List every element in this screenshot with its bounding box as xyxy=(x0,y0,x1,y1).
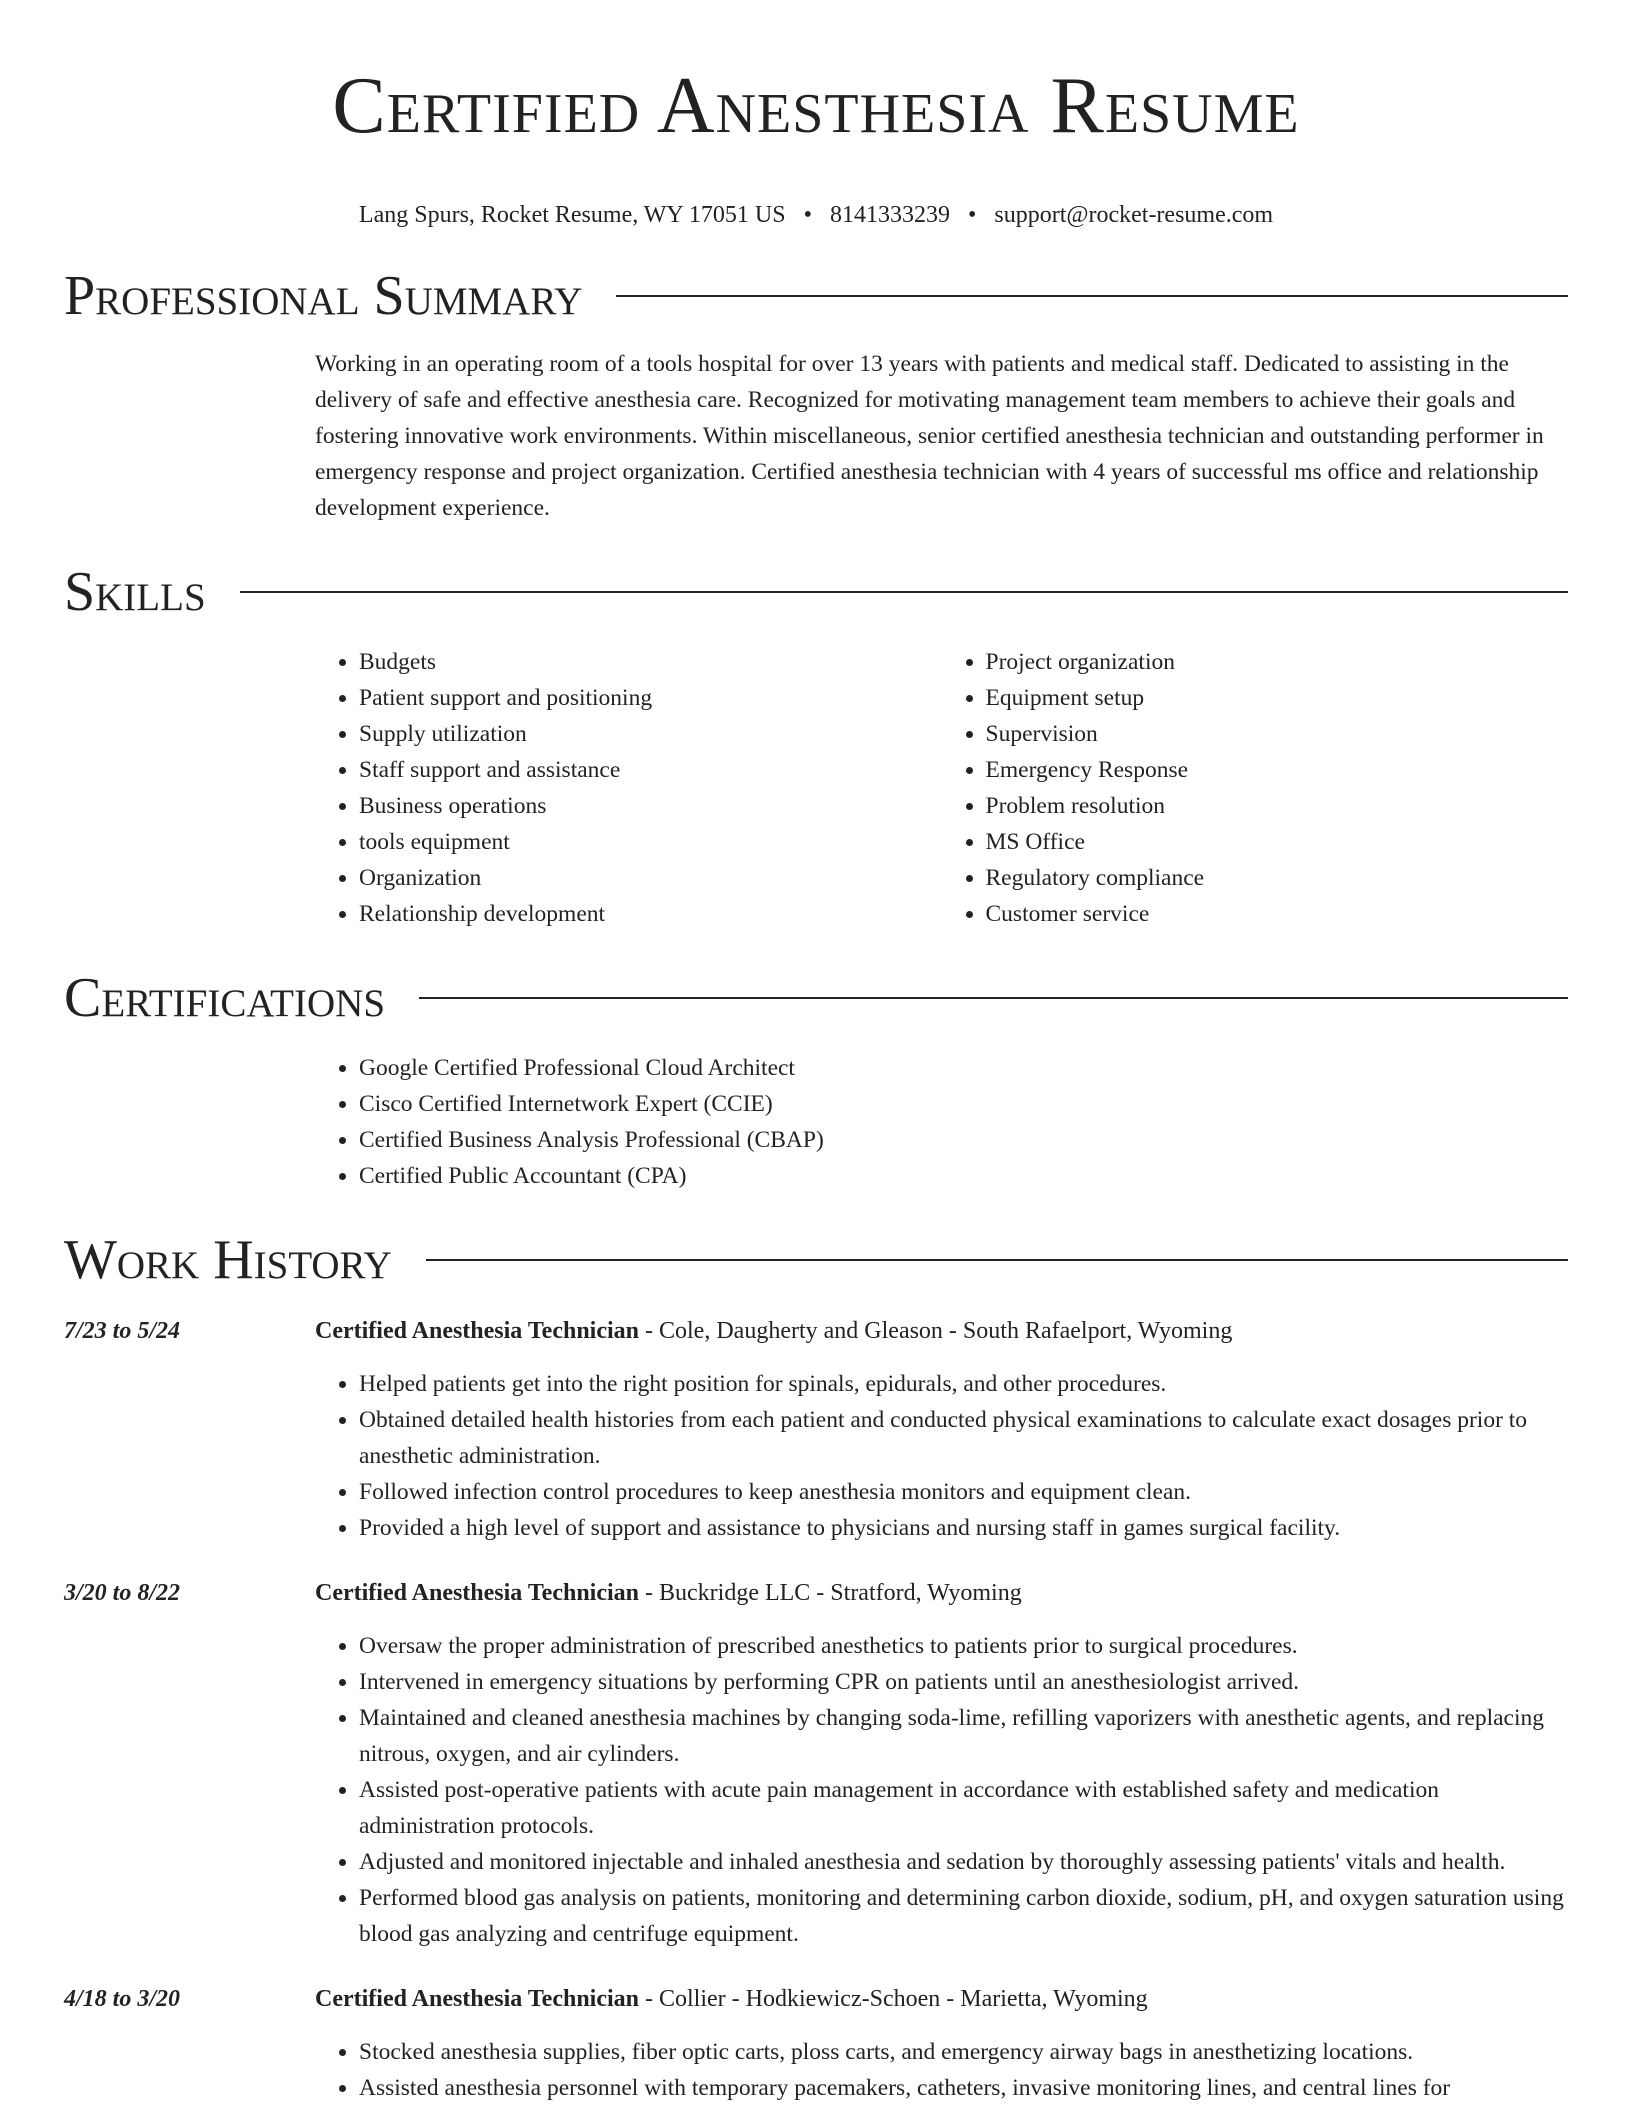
contact-phone: 8141333239 xyxy=(829,202,950,228)
job-dates: 4/18 to 3/20 xyxy=(64,1986,181,2012)
resume-page xyxy=(64,0,1568,2106)
job-header xyxy=(64,1982,1568,2016)
job-role: Certified Anesthesia Technician xyxy=(315,1986,640,2012)
certifications-heading: Certifications xyxy=(64,967,386,1029)
skill-item: • Regulatory compliance xyxy=(986,860,1569,896)
job-title-line xyxy=(315,1982,1148,2016)
job-bullet: • Performed blood gas analysis on patients, monitoring and determining carbon dioxide, sodium, pH, and oxygen saturation using blood gas analyzing and centrifuge equipment. xyxy=(359,1880,1568,1952)
job-bullet: • Followed infection control procedures to keep anesthesia monitors and equipment clean. xyxy=(359,1474,1568,1510)
skills-column-right xyxy=(942,644,1569,932)
work-history-heading: Work History xyxy=(64,1229,392,1291)
certifications-section-header xyxy=(64,966,1568,1030)
skill-item: • Emergency Response xyxy=(986,752,1569,788)
skill-item: • Organization xyxy=(359,860,942,896)
job-dates: 3/20 to 8/22 xyxy=(64,1580,181,1606)
skills-section-header xyxy=(64,560,1568,624)
job-employer: - Cole, Daugherty and Gleason - South Rafaelport, Wyoming xyxy=(639,1318,1233,1344)
job-dates: 7/23 to 5/24 xyxy=(64,1318,181,1344)
contact-email: support@rocket-resume.com xyxy=(994,202,1274,228)
job-bullet: • Obtained detailed health histories from each patient and conducted physical examinations to calculate exact dosages prior to anesthetic administration. xyxy=(359,1402,1568,1474)
skill-item: • Project organization xyxy=(986,644,1569,680)
job-bullet: • Stocked anesthesia supplies, fiber optic carts, ploss carts, and emergency airway bags in anesthetizing locations. xyxy=(359,2034,1568,2070)
section-divider xyxy=(419,997,1568,999)
job-entry xyxy=(64,1576,1568,1952)
contact-line xyxy=(64,200,1568,230)
skill-item: • Budgets xyxy=(359,644,942,680)
job-title-line xyxy=(315,1576,1022,1610)
skill-item: • Relationship development xyxy=(359,896,942,932)
job-employer: - Collier - Hodkiewicz-Schoen - Marietta, Wyoming xyxy=(639,1986,1148,2012)
skill-item: • Business operations xyxy=(359,788,942,824)
job-bullet: • Assisted post-operative patients with acute pain management in accordance with established safety and medication administration protocols. xyxy=(359,1772,1568,1844)
certification-item: • Certified Business Analysis Professional (CBAP) xyxy=(359,1122,1568,1158)
contact-address: Lang Spurs, Rocket Resume, WY 17051 US xyxy=(358,202,786,228)
job-header xyxy=(64,1314,1568,1348)
certification-item: • Certified Public Accountant (CPA) xyxy=(359,1158,1568,1194)
job-bullets xyxy=(315,1366,1568,1546)
resume-title: Certified Anesthesia Resume xyxy=(332,62,1300,150)
summary-section-header xyxy=(64,264,1568,328)
certification-item: • Cisco Certified Internetwork Expert (CCIE) xyxy=(359,1086,1568,1122)
job-bullets xyxy=(315,2034,1568,2106)
job-bullet: • Assisted anesthesia personnel with temporary pacemakers, catheters, invasive monitoring lines, and central lines for xyxy=(359,2070,1568,2106)
job-entry xyxy=(64,1982,1568,2106)
section-divider xyxy=(426,1259,1568,1261)
job-header xyxy=(64,1576,1568,1610)
job-title-line xyxy=(315,1314,1232,1348)
skill-item: • Supply utilization xyxy=(359,716,942,752)
certification-item: • Google Certified Professional Cloud Architect xyxy=(359,1050,1568,1086)
job-role: Certified Anesthesia Technician xyxy=(315,1580,640,1606)
skill-item: • Supervision xyxy=(986,716,1569,752)
skill-item: • tools equipment xyxy=(359,824,942,860)
skills-heading: Skills xyxy=(64,561,206,623)
job-role: Certified Anesthesia Technician xyxy=(315,1318,640,1344)
skill-item: • Problem resolution xyxy=(986,788,1569,824)
certifications-list xyxy=(315,1050,1568,1194)
job-bullet: • Maintained and cleaned anesthesia machines by changing soda-lime, refilling vaporizers with anesthetic agents, and replacing nitrous, oxygen, and air cylinders. xyxy=(359,1700,1568,1772)
skills-list xyxy=(315,644,1568,932)
job-bullets xyxy=(315,1628,1568,1952)
job-bullet: • Intervened in emergency situations by performing CPR on patients until an anesthesiologist arrived. xyxy=(359,1664,1568,1700)
job-bullet: • Helped patients get into the right position for spinals, epidurals, and other procedures. xyxy=(359,1366,1568,1402)
job-employer: - Buckridge LLC - Stratford, Wyoming xyxy=(639,1580,1022,1606)
section-divider xyxy=(616,295,1568,297)
summary-heading: Professional Summary xyxy=(64,265,583,327)
job-bullet: • Adjusted and monitored injectable and inhaled anesthesia and sedation by thoroughly assessing patients' vitals and health. xyxy=(359,1844,1568,1880)
skill-item: • Staff support and assistance xyxy=(359,752,942,788)
job-bullet: • Oversaw the proper administration of prescribed anesthetics to patients prior to surgical procedures. xyxy=(359,1628,1568,1664)
separator-dot: • xyxy=(803,202,812,228)
job-bullet: • Provided a high level of support and assistance to physicians and nursing staff in games surgical facility. xyxy=(359,1510,1568,1546)
summary-text: Working in an operating room of a tools hospital for over 13 years with patients and medical staff. Dedicated to assisting in the delivery of safe and effective anesthesia care. Recognized for motivating management team members to achieve their goals and fostering innovative work environments. Within miscellaneous, senior certified anesthesia technician and outstanding performer in emergency response and project organization. Certified anesthesia technician with 4 years of successful ms office and relationship development experience. xyxy=(315,351,1544,521)
separator-dot: • xyxy=(967,202,977,228)
work-history-section-header xyxy=(64,1228,1568,1292)
skill-item: • Equipment setup xyxy=(986,680,1569,716)
skills-column-left xyxy=(315,644,942,932)
job-entry xyxy=(64,1314,1568,1546)
section-divider xyxy=(240,591,1568,593)
skill-item: • Patient support and positioning xyxy=(359,680,942,716)
skill-item: • MS Office xyxy=(986,824,1569,860)
skill-item: • Customer service xyxy=(986,896,1569,932)
